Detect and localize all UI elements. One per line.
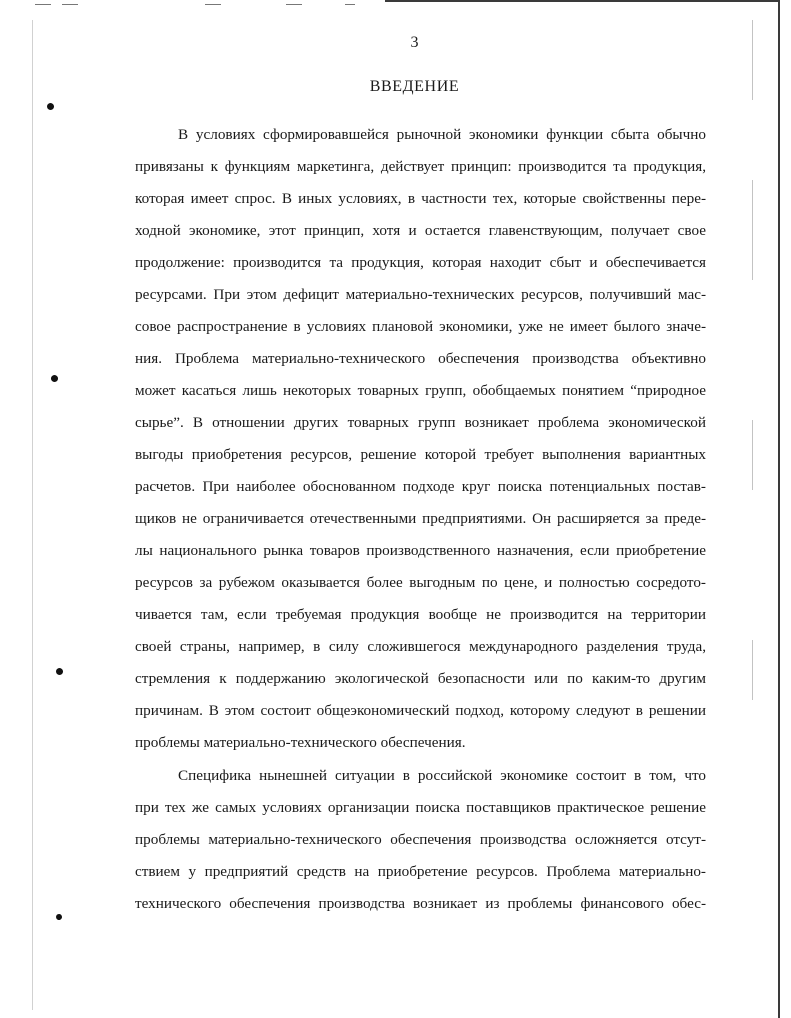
paragraph-line: Специфика нынешней ситуации в российской экономике состоит в том, что [178, 767, 706, 784]
scan-edge-left [32, 20, 33, 1010]
paragraph-line: ресурсов за рубежом оказывается более выгодным по цене, и полностью сосредото- [135, 574, 706, 591]
paragraph-line: технического обеспечения производства возникает из проблемы финансового обес- [135, 895, 706, 912]
paragraph-line: стремления к поддержанию экологической безопасности или по каким-то другим [135, 670, 706, 687]
scan-dash [62, 4, 78, 5]
scan-tick-right [752, 180, 753, 280]
paragraph-line: проблемы материально-технического обеспечения производства осложняется отсут- [135, 831, 706, 848]
punch-hole-mark [55, 913, 63, 921]
punch-hole-mark [46, 102, 55, 111]
paragraph-line: чивается там, если требуемая продукция вообще не производится на территории [135, 606, 706, 623]
scan-tick-right [752, 420, 753, 490]
scan-dash [205, 4, 221, 5]
paragraph-line: ходной экономике, этот принцип, хотя и остается главенствующим, получает свое [135, 222, 706, 239]
paragraph-line: ния. Проблема материально-технического обеспечения производства объективно [135, 350, 706, 367]
paragraph-line: совое распространение в условиях плановой экономики, уже не имеет былого значе- [135, 318, 706, 335]
paragraph-line: при тех же самых условиях организации поиска поставщиков практическое решение [135, 799, 706, 816]
paragraph-line: расчетов. При наиболее обоснованном подходе круг поиска потенциальных постав- [135, 478, 706, 495]
punch-hole-mark [55, 667, 64, 676]
paragraph-line: может касаться лишь некоторых товарных групп, обобщаемых понятием “природное [135, 382, 706, 399]
paragraph-line: ресурсами. При этом дефицит материально-технических ресурсов, получивший мас- [135, 286, 706, 303]
paragraph-line: сырье”. В отношении других товарных групп возникает проблема экономической [135, 414, 706, 431]
scan-dash [345, 4, 355, 5]
page-number: 3 [410, 34, 419, 51]
paragraph-line: ствием у предприятий средств на приобретение ресурсов. Проблема материально- [135, 863, 706, 880]
section-heading: ВВЕДЕНИЕ [369, 78, 460, 95]
paragraph-line: выгоды приобретения ресурсов, решение которой требует выполнения вариантных [135, 446, 706, 463]
scan-dash [35, 4, 51, 5]
paragraph-line: лы национального рынка товаров производственного назначения, если приобретение [135, 542, 706, 559]
scan-edge-right [778, 0, 780, 1018]
paragraph-line: щиков не ограничивается отечественными предприятиями. Он расширяется за преде- [135, 510, 706, 527]
paragraph-line: В условиях сформировавшейся рыночной экономики функции сбыта обычно [178, 126, 706, 143]
paragraph-line: продолжение: производится та продукция, которая находит сбыт и обеспечивается [135, 254, 706, 271]
paragraph-line: которая имеет спрос. В иных условиях, в частности тех, которые свойственны пере- [135, 190, 706, 207]
paragraph-line: привязаны к функциям маркетинга, действует принцип: производится та продукция, [135, 158, 706, 175]
paragraph-line: своей страны, например, в силу сложившегося международного разделения труда, [135, 638, 706, 655]
scan-edge-top [385, 0, 780, 2]
paragraph-line: проблемы материально-технического обеспечения. [135, 734, 466, 751]
scan-dash [286, 4, 302, 5]
scan-tick-right [752, 640, 753, 700]
punch-hole-mark [50, 374, 59, 383]
paragraph-line: причинам. В этом состоит общеэкономический подход, которому следуют в решении [135, 702, 706, 719]
